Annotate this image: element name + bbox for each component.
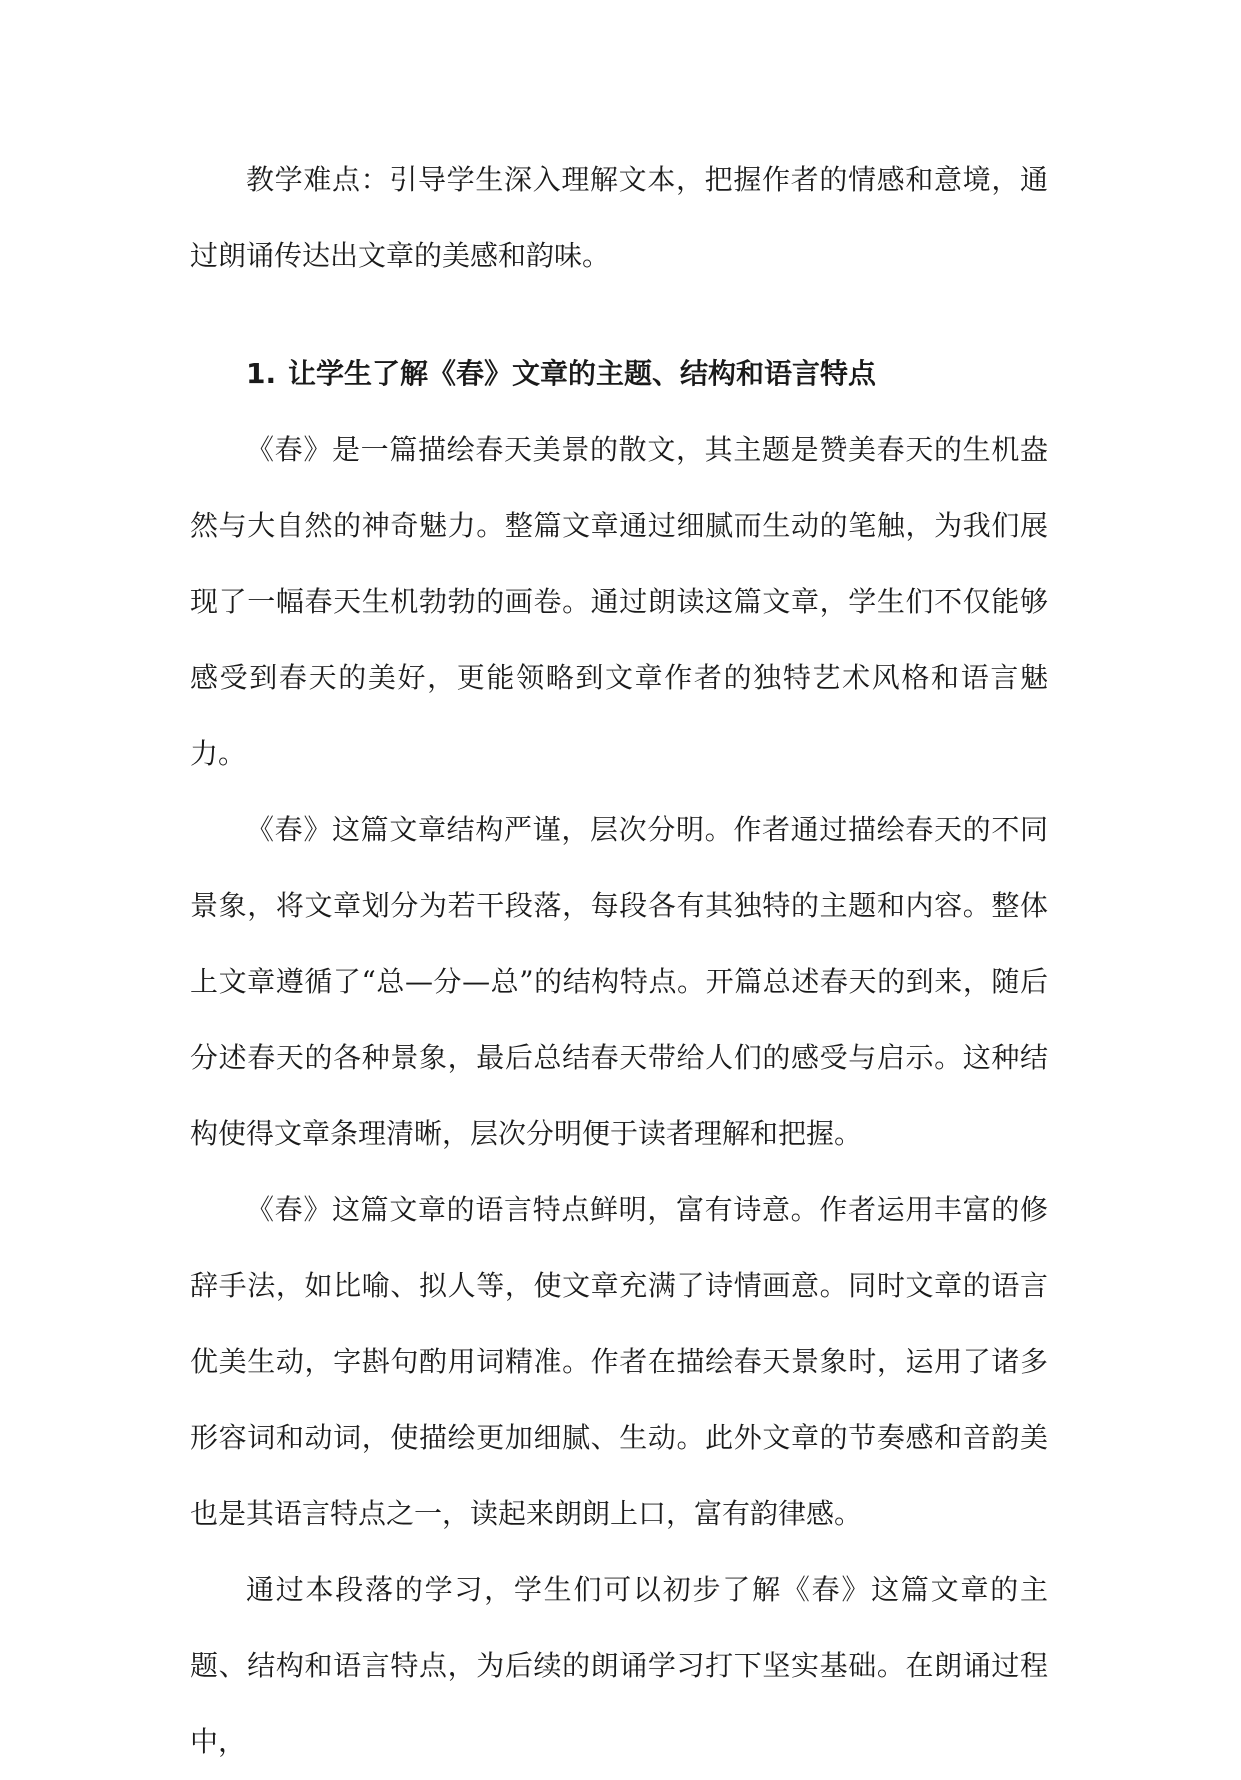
- document-body: [190, 142, 1048, 1780]
- body-paragraph-summary: 通过本段落的学习，学生们可以初步了解《春》这篇文章的主题、结构和语言特点，为后续的朗诵学习打下坚实基础。在朗诵过程中，: [190, 1573, 1048, 1758]
- body-paragraph-theme: 《春》是一篇描绘春天美景的散文，其主题是赞美春天的生机盎然与大自然的神奇魅力。整篇文章通过细腻而生动的笔触，为我们展现了一幅春天生机勃勃的画卷。通过朗读这篇文章，学生们不仅能够感受到春天的美好，更能领略到文章作者的独特艺术风格和语言魅力。: [190, 433, 1048, 770]
- body-paragraph-structure: 《春》这篇文章结构严谨，层次分明。作者通过描绘春天的不同景象，将文章划分为若干段落，每段各有其独特的主题和内容。整体上文章遵循了“总—分—总”的结构特点。开篇总述春天的到来，随后分述春天的各种景象，最后总结春天带给人们的感受与启示。这种结构使得文章条理清晰，层次分明便于读者理解和把握。: [190, 813, 1048, 1150]
- teaching-difficulty-paragraph: 教学难点：引导学生深入理解文本，把握作者的情感和意境，通过朗诵传达出文章的美感和韵味。: [190, 163, 1048, 272]
- section-number: 1.: [246, 357, 277, 390]
- body-paragraph-language: 《春》这篇文章的语言特点鲜明，富有诗意。作者运用丰富的修辞手法，如比喻、拟人等，使文章充满了诗情画意。同时文章的语言优美生动，字斟句酌用词精准。作者在描绘春天景象时，运用了诸多形容词和动词，使描绘更加细腻、生动。此外文章的节奏感和音韵美也是其语言特点之一，读起来朗朗上口，富有韵律感。: [190, 1193, 1048, 1530]
- section-title: 让学生了解《春》文章的主题、结构和语言特点: [288, 357, 877, 390]
- section-heading: [190, 336, 1048, 412]
